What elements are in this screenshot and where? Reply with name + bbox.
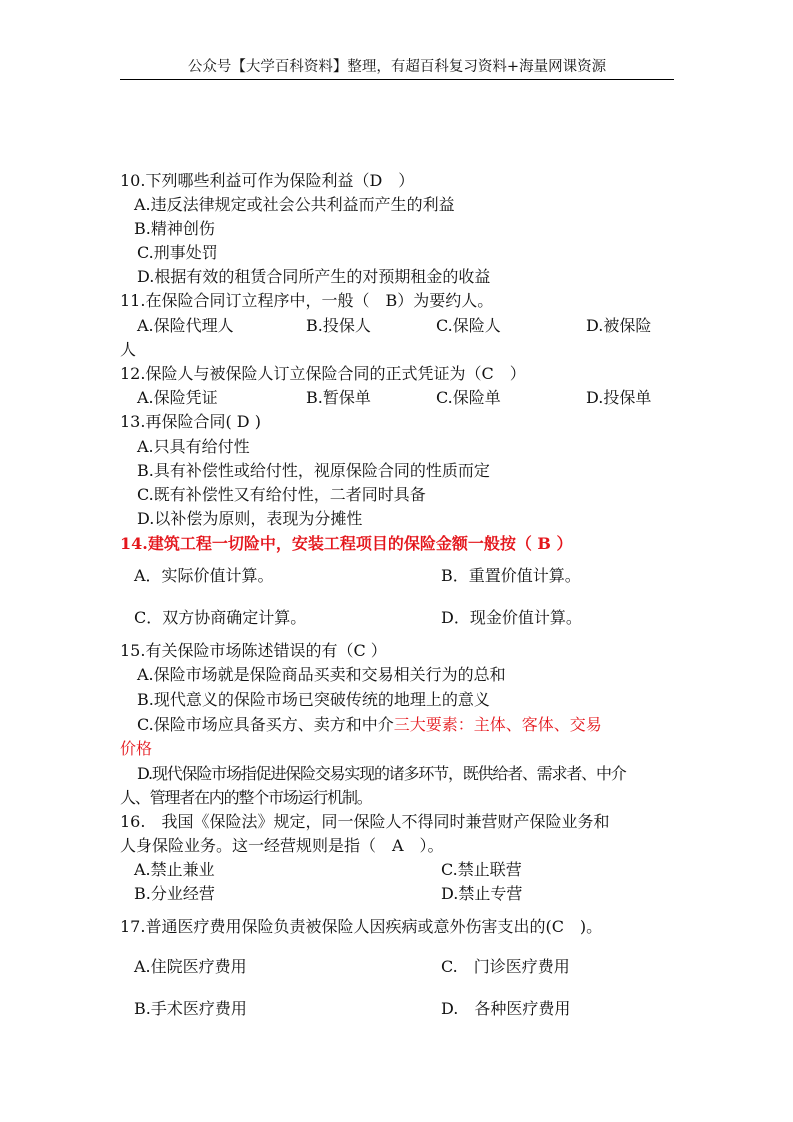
question-14-option-a: A．实际价值计算。 <box>134 566 274 585</box>
question-13-stem: 13.再保险合同( D ) <box>120 412 261 431</box>
question-17-stem: 17.普通医疗费用保险负责被保险人因疾病或意外伤害支出的(C )。 <box>120 917 603 936</box>
question-16-option-d: D.禁止专营 <box>441 884 523 903</box>
question-12-stem: 12.保险人与被保险人订立保险合同的正式凭证为（C ） <box>120 364 526 383</box>
question-11-option-b: B.投保人 <box>306 316 371 335</box>
question-10-option-d: D.根据有效的租赁合同所产生的对预期租金的收益 <box>137 267 491 286</box>
question-16-option-b: B.分业经营 <box>134 884 215 903</box>
question-14-option-d: D．现金价值计算。 <box>441 608 582 627</box>
question-15-option-d-continued: 人、管理者在内的整个市场运行机制。 <box>120 788 372 807</box>
header-rule <box>120 79 674 80</box>
question-17-option-a: A.住院医疗费用 <box>134 957 247 976</box>
question-15-annotation-continued: 价格 <box>120 739 153 758</box>
question-15-annotation: 三大要素：主体、客体、交易 <box>393 715 602 734</box>
question-15-option-b: B.现代意义的保险市场已突破传统的地理上的意义 <box>137 690 490 709</box>
question-11-option-a: A.保险代理人 <box>137 316 234 335</box>
question-12-option-b: B.暂保单 <box>306 388 371 407</box>
question-15-option-d: D.现代保险市场指促进保险交易实现的诸多环节，既供给者、需求者、中介 <box>137 764 626 783</box>
question-14-stem: 14.建筑工程一切险中，安装工程项目的保险金额一般按（ B ） <box>120 534 573 553</box>
question-11-option-d-continued: 人 <box>120 340 137 359</box>
page-header: 公众号【大学百科资料】整理，有超百科复习资料+海量网课资源 <box>187 59 607 75</box>
question-14-option-c: C．双方协商确定计算。 <box>134 608 307 627</box>
question-15-option-a: A.保险市场就是保险商品买卖和交易相关行为的总和 <box>137 665 506 684</box>
question-15-stem: 15.有关保险市场陈述错误的有（C ） <box>120 641 387 660</box>
question-13-option-a: A.只具有给付性 <box>137 437 250 456</box>
question-17-option-d: D. 各种医疗费用 <box>441 999 571 1018</box>
question-12-option-a: A.保险凭证 <box>137 388 218 407</box>
question-16-option-a: A.禁止兼业 <box>134 860 215 879</box>
question-12-option-c: C.保险单 <box>436 388 501 407</box>
question-17-option-b: B.手术医疗费用 <box>134 999 247 1018</box>
question-15-option-c <box>137 713 602 737</box>
question-14-option-b: B．重置价值计算。 <box>441 566 581 585</box>
question-16-stem: 16. 我国《保险法》规定，同一保险人不得同时兼营财产保险业务和 <box>120 812 610 831</box>
question-13-option-d: D.以补偿为原则，表现为分摊性 <box>137 509 363 528</box>
question-10-option-b: B.精神创伤 <box>134 219 215 238</box>
question-11-stem: 11.在保险合同订立程序中，一般（ B）为要约人。 <box>120 291 494 310</box>
question-13-option-b: B.具有补偿性或给付性，视原保险合同的性质而定 <box>137 461 490 480</box>
question-10-stem: 10.下列哪些利益可作为保险利益（D ） <box>120 171 415 190</box>
question-16-option-c: C.禁止联营 <box>441 860 522 879</box>
question-16-stem-continued: 人身保险业务。这一经营规则是指（ A ）。 <box>120 836 444 855</box>
question-10-option-a: A.违反法律规定或社会公共利益而产生的利益 <box>134 195 455 214</box>
question-11-option-c: C.保险人 <box>436 316 501 335</box>
question-11-option-d: D.被保险 <box>586 316 652 335</box>
question-17-option-c: C. 门诊医疗费用 <box>441 957 570 976</box>
question-10-option-c: C.刑事处罚 <box>137 243 218 262</box>
question-12-option-d: D.投保单 <box>586 388 652 407</box>
question-15-option-c-text: C.保险市场应具备买方、卖方和中介 <box>137 715 394 734</box>
question-13-option-c: C.既有补偿性又有给付性，二者同时具备 <box>137 485 426 504</box>
